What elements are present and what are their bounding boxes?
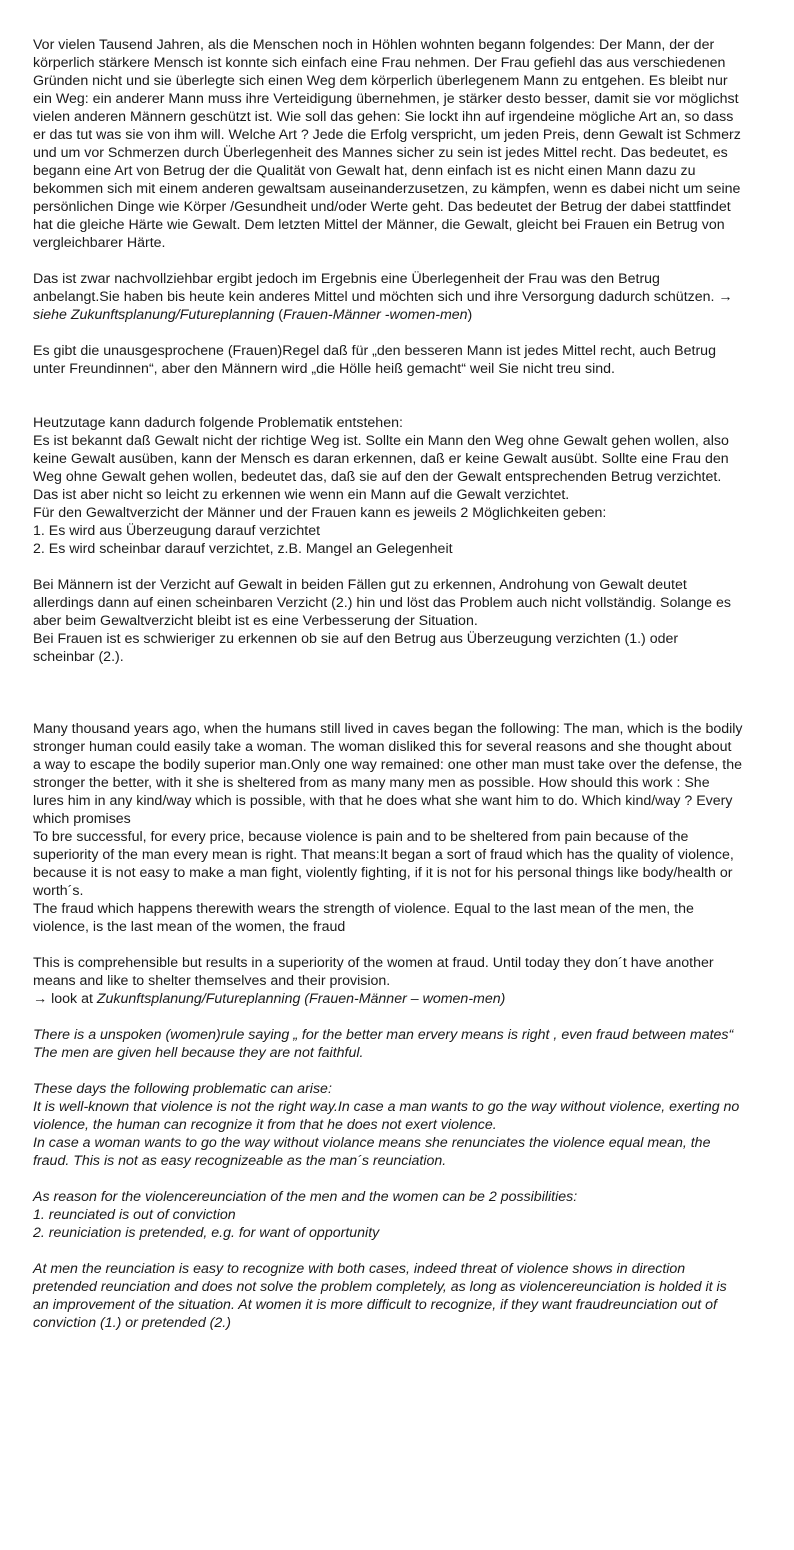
english-reference-arrow: → look at [33, 991, 97, 1007]
german-consequence-text: Das ist zwar nachvollziehbar ergibt jedoch im Ergebnis eine Überlegenheit der Frau was den Betrug anbelangt.Sie haben bis heute kein anderes Mittel und möchten sich und ihre Versorgung dadurch schützen. [33, 271, 719, 305]
english-paragraph-origin: Many thousand years ago, when the humans still lived in caves began the following: The man, which is the bodily stronger human could easily take a woman. The woman disliked this for several reasons and she thought about a way to escape the bodily superior man.Only one way remained: one other man must take over the defense, the stronger the better, with it she is sheltered from as many many men as possible. How should this work : She lures him in any kind/way which is possible, with that he does what she want him to do. Which kind/way ? Every which promises To bre successful, for every price, because violence is pain and to be sheltered from pain because of the superiority of the man every mean is right. That means:It began a sort of fraud which has the quality of violence, because it is not easy to make a man fight, violently fighting, if it is not for his personal things like body/health or worth´s. The fraud which happens therewith wears the strength of violence. Equal to the last mean of the men, the violence, is the last mean of the women, the fraud [33, 721, 743, 935]
english-paragraph-possibilities: As reason for the violencereunciation of the men and the women can be 2 possibilities: 1. reunciated is out of conviction 2. reuniciation is pretended, e.g. for want of opportunity [33, 1189, 578, 1241]
arrow-icon: → [718, 289, 733, 305]
english-paragraph-consequence [33, 954, 743, 1008]
german-paragraph-rule: Es gibt die unausgesprochene (Frauen)Regel daß für „den besseren Mann ist jedes Mittel recht, auch Betrug unter Freundinnen“, aber den Männern wird „die Hölle heiß gemacht“ weil Sie nicht treu sind. [33, 343, 716, 377]
german-reference-topic: Frauen-Männer -women-men [283, 307, 468, 323]
english-paragraph-conclusion: At men the reunciation is easy to recognize with both cases, indeed threat of violence shows in direction pretended reunciation and does not solve the problem completely, as long as violencereunciation is holded it is an improvement of the situation. At women it is more difficult to recognize, if they want fraudreunciation out of conviction (1.) or pretended (2.) [33, 1261, 727, 1331]
document-page [33, 36, 743, 1332]
german-paragraph-conclusion: Bei Männern ist der Verzicht auf Gewalt in beiden Fällen gut zu erkennen, Androhung von Gewalt deutet allerdings dann auf einen scheinbaren Verzicht (2.) hin und löst das Problem auch nicht vollständig. Solange es aber beim Gewaltverzicht bleibt ist es eine Verbesserung der Situation. Bei Frauen ist es schwieriger zu erkennen ob sie auf den Betrug aus Überzeugung verzichten (1.) oder scheinbar (2.). [33, 577, 731, 665]
german-paragraph-problem: Heutzutage kann dadurch folgende Problematik entstehen: Es ist bekannt daß Gewalt nicht der richtige Weg ist. Sollte ein Mann den Weg ohne Gewalt gehen wollen, also keine Gewalt ausüben, kann der Mensch es daran erkennen, daß er keine Gewalt ausübt. Sollte eine Frau den Weg ohne Gewalt gehen wollen, bedeutet das, daß sie auf den der Gewalt entsprechenden Betrug verzichtet. Das ist aber nicht so leicht zu erkennen wie wenn ein Mann auf die Gewalt verzichtet. Für den Gewaltverzicht der Männer und der Frauen kann es jeweils 2 Möglichkeiten geben: 1. Es wird aus Überzeugung darauf verzichtet 2. Es wird scheinbar darauf verzichtet, z.B. Mangel an Gelegenheit [33, 415, 729, 557]
german-reference-link[interactable]: siehe Zukunftsplanung/Futureplanning [33, 307, 275, 323]
german-paragraph-consequence: Das ist zwar nachvollziehbar ergibt jedoch im Ergebnis eine Überlegenheit der Frau was den Betrug anbelangt.Sie haben bis heute kein anderes Mittel und möchten sich und ihre Versorgung dadurch schützen. → siehe Zukunftsplanung/Futureplanning (Frauen-Männer -women-men) [33, 271, 733, 323]
english-consequence-text: This is comprehensible but results in a superiority of the women at fraud. Until today they don´t have another means and like to shelter themselves and their provision. [33, 955, 714, 989]
english-paragraph-rule: There is a unspoken (women)rule saying „ for the better man ervery means is right , even fraud between mates“ The men are given hell because they are not faithful. [33, 1027, 734, 1061]
german-paragraph-origin: Vor vielen Tausend Jahren, als die Menschen noch in Höhlen wohnten begann folgendes: Der Mann, der der körperlich stärkere Mensch ist konnte sich einfach eine Frau nehmen. Der Frau gefiehl das aus verschiedenen Gründen nicht und sie überlegte sich einen Weg dem körperlich überlegenem Mann zu entgehen. Es bleibt nur ein Weg: ein anderer Mann muss ihre Verteidigung übernehmen, je stärker desto besser, damit sie vor möglichst vielen anderen Männern geschützt ist. Wie soll das gehen: Sie lockt ihn auf irgendeine mögliche Art an, so dass er das tut was sie von ihm will. Welche Art ? Jede die Erfolg verspricht, um jeden Preis, denn Gewalt ist Schmerz und um vor Schmerzen durch Überlegenheit des Mannes sicher zu sein ist jedes Mittel recht. Das bedeutet, es begann eine Art von Betrug der die Qualität von Gewalt hat, denn einfach ist es nicht einen Mann dazu zu bekommen sich mit einem anderen gewaltsam auseinanderzusetzen, zu kämpfen, wenn es dabei nicht um seine persönlichen Dinge wie Körper /Gesundheit und/oder Werte geht. Das bedeutet der Betrug der dabei stattfindet hat die gleiche Härte wie Gewalt. Dem letzten Mittel der Männer, die Gewalt, gleicht bei Frauen ein Betrug von vergleichbarer Härte. [33, 37, 741, 251]
english-paragraph-problem: These days the following problematic can arise: It is well-known that violence is not the right way.In case a man wants to go the way without violence, exerting no violence, the human can recognize it from that he does not exert violence. In case a woman wants to go the way without violance means she renunciates the violence equal mean, the fraud. This is not as easy recognizeable as the man´s reunciation. [33, 1081, 740, 1169]
english-reference-link[interactable]: Zukunftsplanung/Futureplanning (Frauen-Männer – women-men) [96, 991, 506, 1007]
